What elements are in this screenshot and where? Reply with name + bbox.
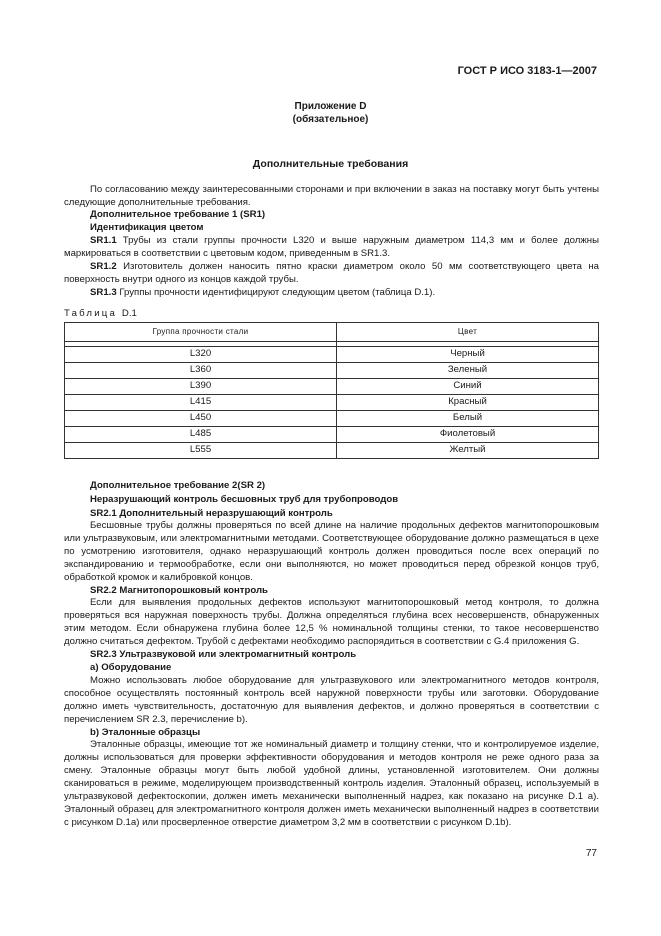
sr1-2-label: SR1.2	[90, 260, 117, 272]
table-row	[65, 347, 599, 363]
cell-grade: L320	[65, 347, 337, 363]
table-row	[65, 443, 599, 459]
cell-grade: L450	[65, 411, 337, 427]
sr1-paragraphs	[64, 235, 599, 300]
sr1-1-label: SR1.1	[90, 235, 117, 246]
sr2-3-heading: SR2.3 Ультразвуковой или электромагнитный контроль	[90, 649, 357, 661]
standard-code: ГОСТ Р ИСО 3183-1—2007	[457, 65, 597, 77]
sr2-2-paragraph: Если для выявления продольных дефектов используют магнитопорошковый метод контроля, то должна проверяться вся наружная поверхность трубы. Должна определяться глубина всех несовершенств, обнаруженных этим методом. Если обнаружена глубина более 12,5 % номинальной толщины стенки, то такое несовершенство должно считаться дефектом. Трубой с дефектами необходимо распорядиться в соответствии с G.4 приложения G.	[64, 597, 599, 648]
table-caption	[64, 308, 137, 321]
cell-color: Белый	[337, 411, 599, 427]
sr1-2-paragraph	[64, 261, 599, 287]
annex-title: Приложение D	[294, 101, 367, 112]
annex-status: (обязательное)	[292, 114, 369, 125]
sr2-heading-block	[90, 480, 599, 521]
sr1-2-text: Изготовитель должен наносить пятно краски диаметром около 50 мм соответствующего цвета на поверхность внутри одного из концов каждой трубы.	[64, 260, 599, 285]
table-row	[65, 395, 599, 411]
sr1-heading: Дополнительное требование 1 (SR1)	[90, 209, 266, 220]
sr2-body	[64, 520, 599, 830]
cell-grade: L360	[65, 363, 337, 379]
annex-heading	[0, 100, 661, 126]
cell-color: Красный	[337, 395, 599, 411]
cell-grade: L415	[65, 395, 337, 411]
col-header-color: Цвет	[337, 323, 599, 342]
table-header-row	[65, 323, 599, 342]
table-row	[65, 379, 599, 395]
sr2-2-heading: SR2.2 Магнитопорошковый контроль	[90, 584, 268, 596]
cell-grade: L485	[65, 427, 337, 443]
sr1-1-text: Трубы из стали группы прочности L320 и выше наружным диаметром 114,3 мм и более должны маркироваться в соответствии с цветовым кодом, приведенным в SR1.3.	[64, 235, 599, 259]
table-row	[65, 427, 599, 443]
sr1-block	[90, 209, 599, 235]
page-number: 77	[585, 848, 597, 859]
cell-color: Зеленый	[337, 363, 599, 379]
cell-grade: L555	[65, 443, 337, 459]
cell-color: Желтый	[337, 443, 599, 459]
sr1-3-paragraph	[64, 287, 599, 300]
color-code-table	[64, 322, 599, 459]
reference-samples-paragraph: Эталонные образцы, имеющие тот же номинальный диаметр и толщину стенки, что и контролируемое изделие, должны использоваться для проверки эффективности оборудования и методов контроля не реже одного раза за смену. Эталонные образцы могут быть любой удобной длины, установленной изготовителем. Они должны сканироваться в режиме, моделирующем производственный контроль изделия. Эталонный образец, используемый в ультразвуковой дефектоскопии, должен иметь механически выполненный надрез, как показано на рисунке D.1 а). Эталонный образец для электромагнитного контроля должен иметь механически выполненный надрез в соответствии с рисунком D.1а) или просверленное отверстие диаметром 3,2 мм в соответствии с рисунком D.1b).	[64, 739, 599, 828]
table-row	[65, 411, 599, 427]
equipment-paragraph: Можно использовать любое оборудование для ультразвукового или электромагнитного методов контроля, способное осуществлять постоянный контроль всей наружной поверхности трубы или заготовки. Оборудование должно иметь чувствительность, достаточную для выявления дефектов, и должно проверяться в соответствии с перечислением SR 2.3, перечисление b).	[64, 674, 599, 725]
equipment-heading: a) Оборудование	[90, 661, 172, 673]
cell-color: Черный	[337, 347, 599, 363]
table-caption-number: D.1	[121, 308, 137, 319]
intro-paragraph: По согласованию между заинтересованными сторонами и при включении в заказ на поставку могут быть учтены следующие дополнительные требования.	[64, 184, 599, 208]
sr1-subheading: Идентификация цветом	[90, 221, 204, 233]
cell-color: Синий	[337, 379, 599, 395]
sr1-3-label: SR1.3	[90, 286, 117, 298]
sr2-1-paragraph: Бесшовные трубы должны проверяться по всей длине на наличие продольных дефектов магнитопорошковым или ультразвуковым, или электромагнитными методами. Соответствующее оборудование должно размещаться в цехе по усмотрению изготовителя, однако неразрушающий контроль должен проводиться после всех операций по экспандированию и термообработке, если они выполняются, но может проводиться перед обрезкой концов труб, обработкой кромок и калибровкой концов.	[64, 520, 599, 583]
cell-grade: L390	[65, 379, 337, 395]
reference-samples-heading: b) Эталонные образцы	[90, 726, 201, 738]
intro-block	[64, 184, 599, 210]
sr2-subheading: Неразрушающий контроль бесшовных труб для трубопроводов	[90, 493, 399, 505]
sr1-3-text: Группы прочности идентифицируют следующим цветом (таблица D.1).	[116, 286, 436, 298]
table-row	[65, 363, 599, 379]
col-header-grade: Группа прочности стали	[65, 323, 337, 342]
section-title: Дополнительные требования	[252, 158, 409, 170]
table-caption-word: Таблица	[64, 308, 118, 319]
sr1-1-paragraph	[64, 235, 599, 261]
cell-color: Фиолетовый	[337, 427, 599, 443]
sr2-heading: Дополнительное требование 2(SR 2)	[90, 480, 266, 491]
sr2-1-heading: SR2.1 Дополнительный неразрушающий контроль	[90, 507, 333, 519]
